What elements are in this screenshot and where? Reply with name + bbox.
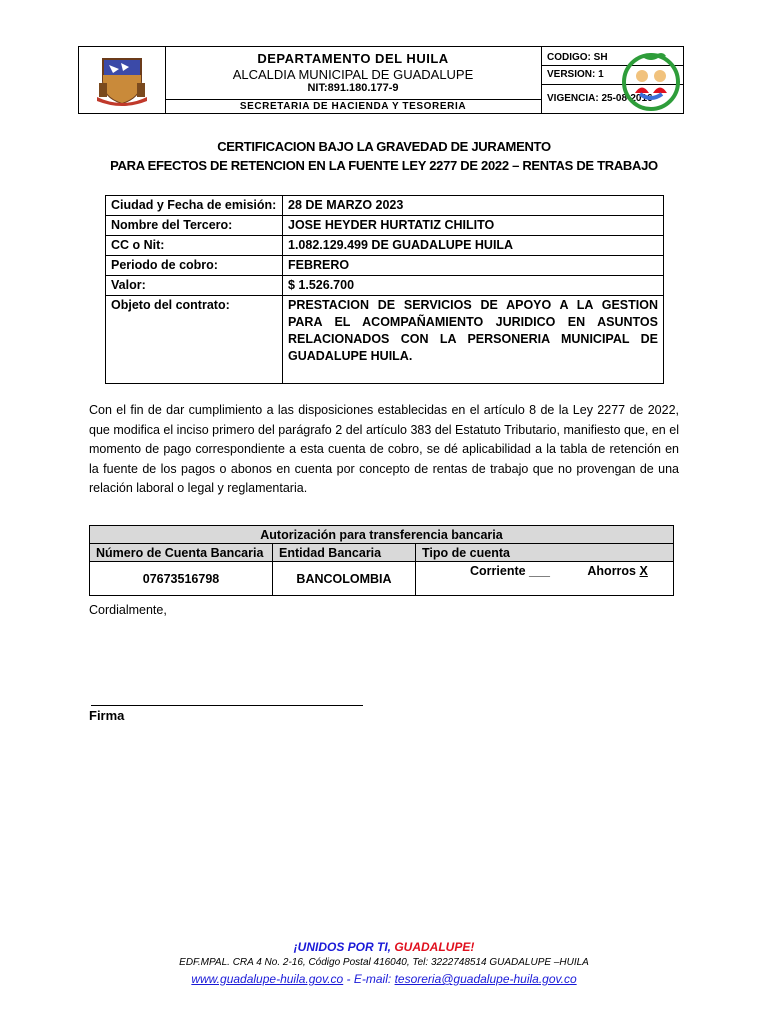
bank-transfer-title: Autorización para transferencia bancaria [90,526,674,544]
table-row [90,526,674,544]
account-number: 07673516798 [90,562,273,596]
header-title-cell [165,47,542,113]
coat-of-arms-cell [79,47,166,113]
ahorros-selected-mark: X [639,564,648,578]
footer-slogan [0,940,768,954]
contract-object-value: PRESTACION DE SERVICIOS DE APOYO A LA GESTION PARA EL ACOMPAÑAMIENTO JURIDICO EN ASUNTOS RELACIONADOS CON LA PERSONERIA MUNICIPAL DE GUADALUPE HUILA. [283,296,664,384]
bank-transfer-table [89,525,674,596]
header-divider [165,99,541,100]
table-row [106,236,664,256]
detail-label: Ciudad y Fecha de emisión: [106,196,283,216]
footer-address: EDF.MPAL. CRA 4 No. 2-16, Código Postal 416040, Tel: 3222748514 GUADALUPE –HUILA [179,957,589,968]
table-row [90,562,674,596]
office-name: SECRETARIA DE HACIENDA Y TESORERIA [239,101,467,112]
vigencia-label: VIGENCIA: 25-08-2016 [547,93,653,104]
account-type-cell [416,562,674,596]
municipal-slogan-logo [620,48,682,112]
code-label: CODIGO: SH [547,52,608,63]
legal-statement: Con el fin de dar cumplimiento a las disposiciones establecidas en el artículo 8 de la Ley 2277 de 2022, que modifica el inciso primero del parágrafo 2 del artículo 383 del Estatuto Tributario, manifiesto que, en el momento de pago correspondiente a esta cuenta de cobro, se dé aplicabilidad a la tabla de retención en la fuente de los pagos o abonos en cuenta por concepto de rentas de trabajo que no provengan de una relación laboral o legal y reglamentaria. [89,403,679,495]
slogan-part1: ¡UNIDOS POR TI, [293,940,391,954]
column-header-account: Número de Cuenta Bancaria [90,544,273,562]
detail-label: Valor: [106,276,283,296]
department-title: DEPARTAMENTO DEL HUILA [257,51,449,66]
account-type-corriente: Corriente ___ [470,564,550,578]
column-header-type: Tipo de cuenta [416,544,674,562]
table-row [90,544,674,562]
detail-value: 1.082.129.499 DE GUADALUPE HUILA [283,236,664,256]
table-row [106,296,664,384]
signature-line [91,705,363,706]
detail-label: Nombre del Tercero: [106,216,283,236]
account-type-ahorros: Ahorros [587,564,637,578]
table-row [106,256,664,276]
certification-subtitle: PARA EFECTOS DE RETENCION EN LA FUENTE LEY 2277 DE 2022 – RENTAS DE TRABAJO [110,158,658,173]
detail-label: CC o Nit: [106,236,283,256]
detail-value: FEBRERO [283,256,664,276]
detail-value: JOSE HEYDER HURTATIZ CHILITO [283,216,664,236]
certification-title: CERTIFICACION BAJO LA GRAVEDAD DE JURAMENTO [217,139,551,154]
email-link[interactable]: tesoreria@guadalupe-huila.gov.co [394,972,577,986]
certification-details-table [105,195,664,384]
table-row [106,216,664,236]
column-header-entity: Entidad Bancaria [273,544,416,562]
table-row [106,196,664,216]
detail-label: Objeto del contrato: [106,296,283,384]
closing-text: Cordialmente, [89,603,167,617]
email-label: - E-mail: [343,972,395,986]
footer-contact [0,972,768,986]
bank-entity: BANCOLOMBIA [273,562,416,596]
signature-label: Firma [89,708,125,723]
version-label: VERSION: 1 [547,69,604,80]
slogan-part2: GUADALUPE! [394,940,475,954]
municipality-name: ALCALDIA MUNICIPAL DE GUADALUPE [232,67,474,82]
website-link[interactable]: www.guadalupe-huila.gov.co [191,972,344,986]
document-header [78,46,684,114]
coat-of-arms-logo [93,53,151,107]
detail-label: Periodo de cobro: [106,256,283,276]
table-row [106,276,664,296]
detail-value: $ 1.526.700 [283,276,664,296]
nit-number: NIT:891.180.177-9 [307,82,399,94]
detail-value: 28 DE MARZO 2023 [283,196,664,216]
